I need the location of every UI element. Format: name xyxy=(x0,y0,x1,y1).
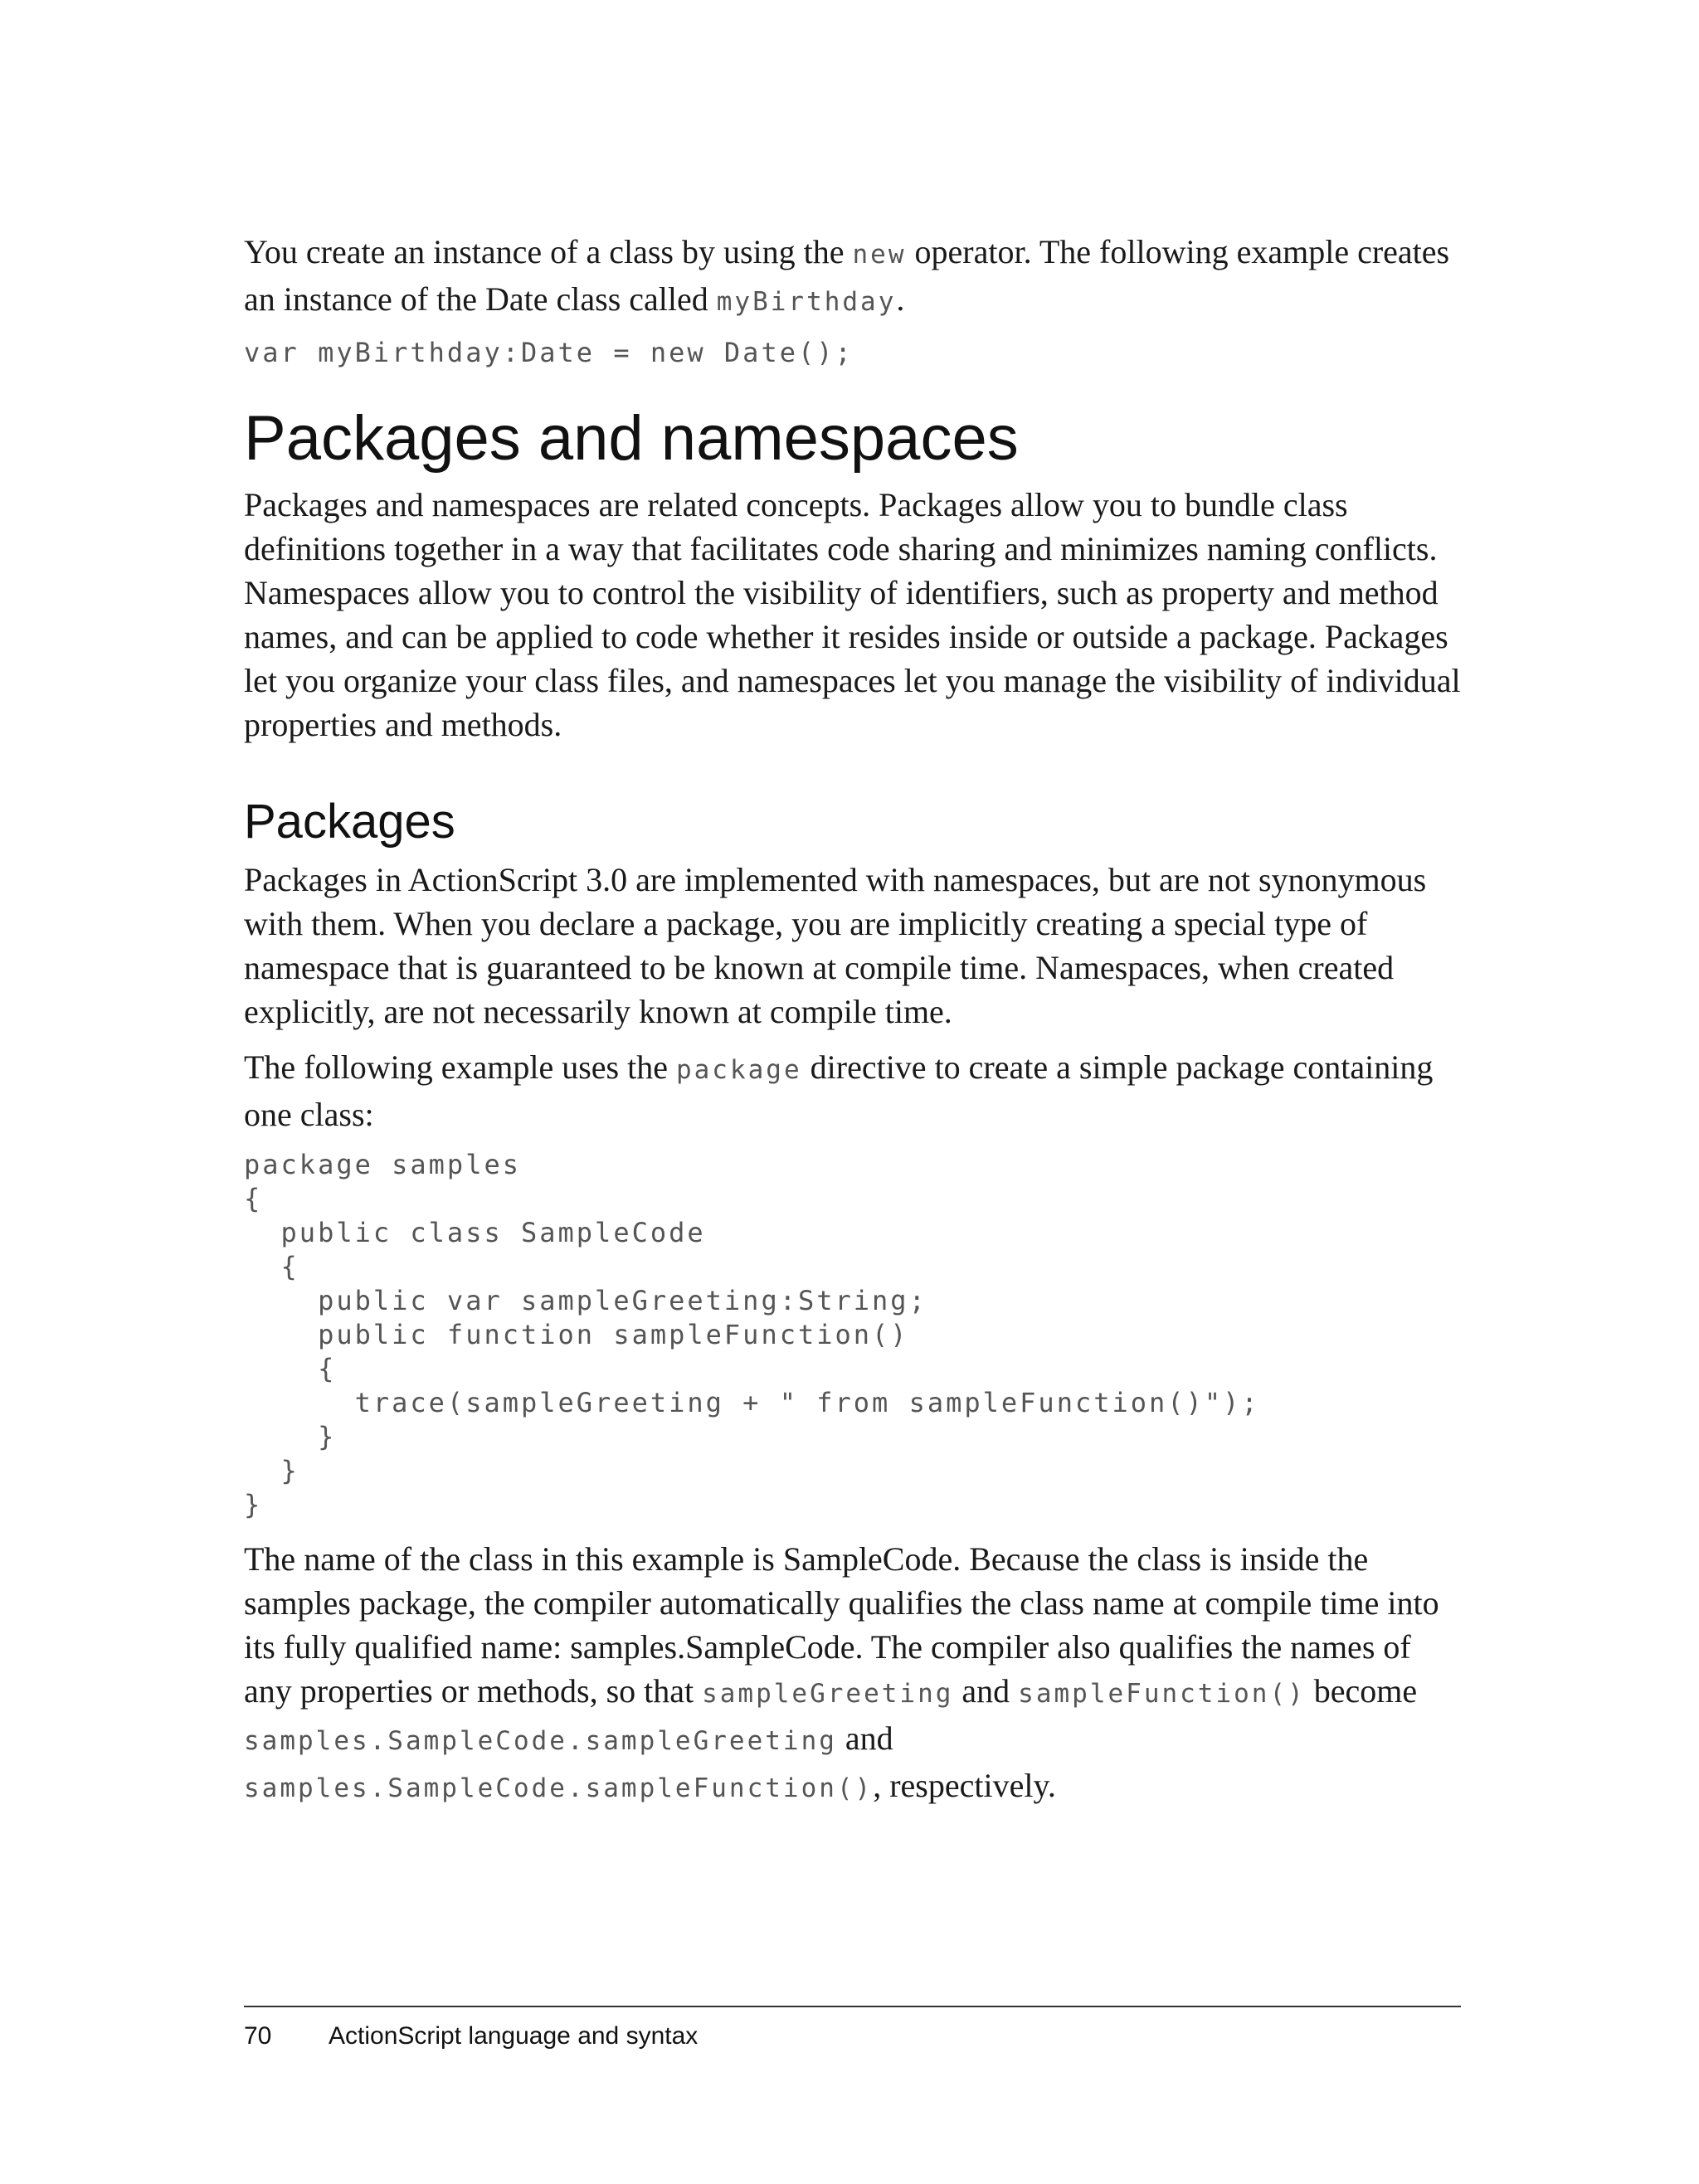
inline-code-full-greeting: samples.SampleCode.sampleGreeting xyxy=(244,1726,837,1756)
packages-paragraph-3 xyxy=(244,1537,1463,1811)
page-footer xyxy=(244,2020,698,2053)
paragraph-text: directive to create a simple package containing one class: xyxy=(244,1048,1434,1133)
section-paragraph: Packages and namespaces are related concepts. Packages allow you to bundle class definitions together in a way that facilitates code sharing and minimizes naming conflicts. Namespaces allow you to control the visibility of identifiers, such as property and method names, and can be applied to code whether it resides inside or outside a package. Packages let you organize your class files, and namespaces let you manage the visibility of individual properties and methods. xyxy=(244,486,1461,743)
paragraph-text: become xyxy=(1305,1672,1418,1710)
inline-code-samplegreeting: sampleGreeting xyxy=(702,1679,954,1709)
intro-text: You create an instance of a class by using the xyxy=(244,233,853,270)
code-block-package: package samples { public class SampleCode { public var sampleGreeting:String; public function sampleFunction() { trace(sampleGreeting + " from sampleFunction()"); } } } xyxy=(244,1149,1260,1520)
intro-paragraph xyxy=(244,230,1463,324)
packages-paragraph-1: Packages in ActionScript 3.0 are implemented with namespaces, but are not synonymous with them. When you declare a package, you are implicitly creating a special type of namespace that is guaranteed to be known at compile time. Namespaces, when created explicitly, are not necessarily known at compile time. xyxy=(244,861,1427,1030)
page-content xyxy=(244,230,1463,1822)
inline-code-samplefunction: sampleFunction() xyxy=(1018,1679,1306,1709)
section-heading: Packages and namespaces xyxy=(244,403,1019,474)
paragraph-text: The name of the class in this example is SampleCode. Because the class is inside the samples package, the compiler automatically qualifies the class name at compile time into its fully qualified name: samples.SampleCode. The compiler also qualifies the names of any properties or methods, so that xyxy=(244,1540,1439,1710)
inline-code-package: package xyxy=(675,1055,802,1085)
inline-code-full-function: samples.SampleCode.sampleFunction() xyxy=(244,1773,874,1803)
subsection-heading: Packages xyxy=(244,795,455,849)
intro-text: operator. The following example creates an instance of the Date class called xyxy=(244,233,1450,318)
paragraph-text: The following example uses the xyxy=(244,1048,676,1086)
paragraph-text: , respectively. xyxy=(873,1767,1056,1804)
inline-code-mybirthday: myBirthday xyxy=(716,287,897,317)
intro-text: . xyxy=(896,280,905,318)
chapter-title: ActionScript language and syntax xyxy=(329,2022,699,2050)
page-number: 70 xyxy=(244,2022,272,2050)
footer-divider xyxy=(244,2006,1461,2007)
packages-paragraph-2 xyxy=(244,1045,1463,1136)
paragraph-text: and xyxy=(953,1672,1019,1710)
inline-code-new: new xyxy=(852,240,907,270)
code-example-date: var myBirthday:Date = new Date(); xyxy=(244,337,854,368)
paragraph-text: and xyxy=(836,1719,893,1757)
